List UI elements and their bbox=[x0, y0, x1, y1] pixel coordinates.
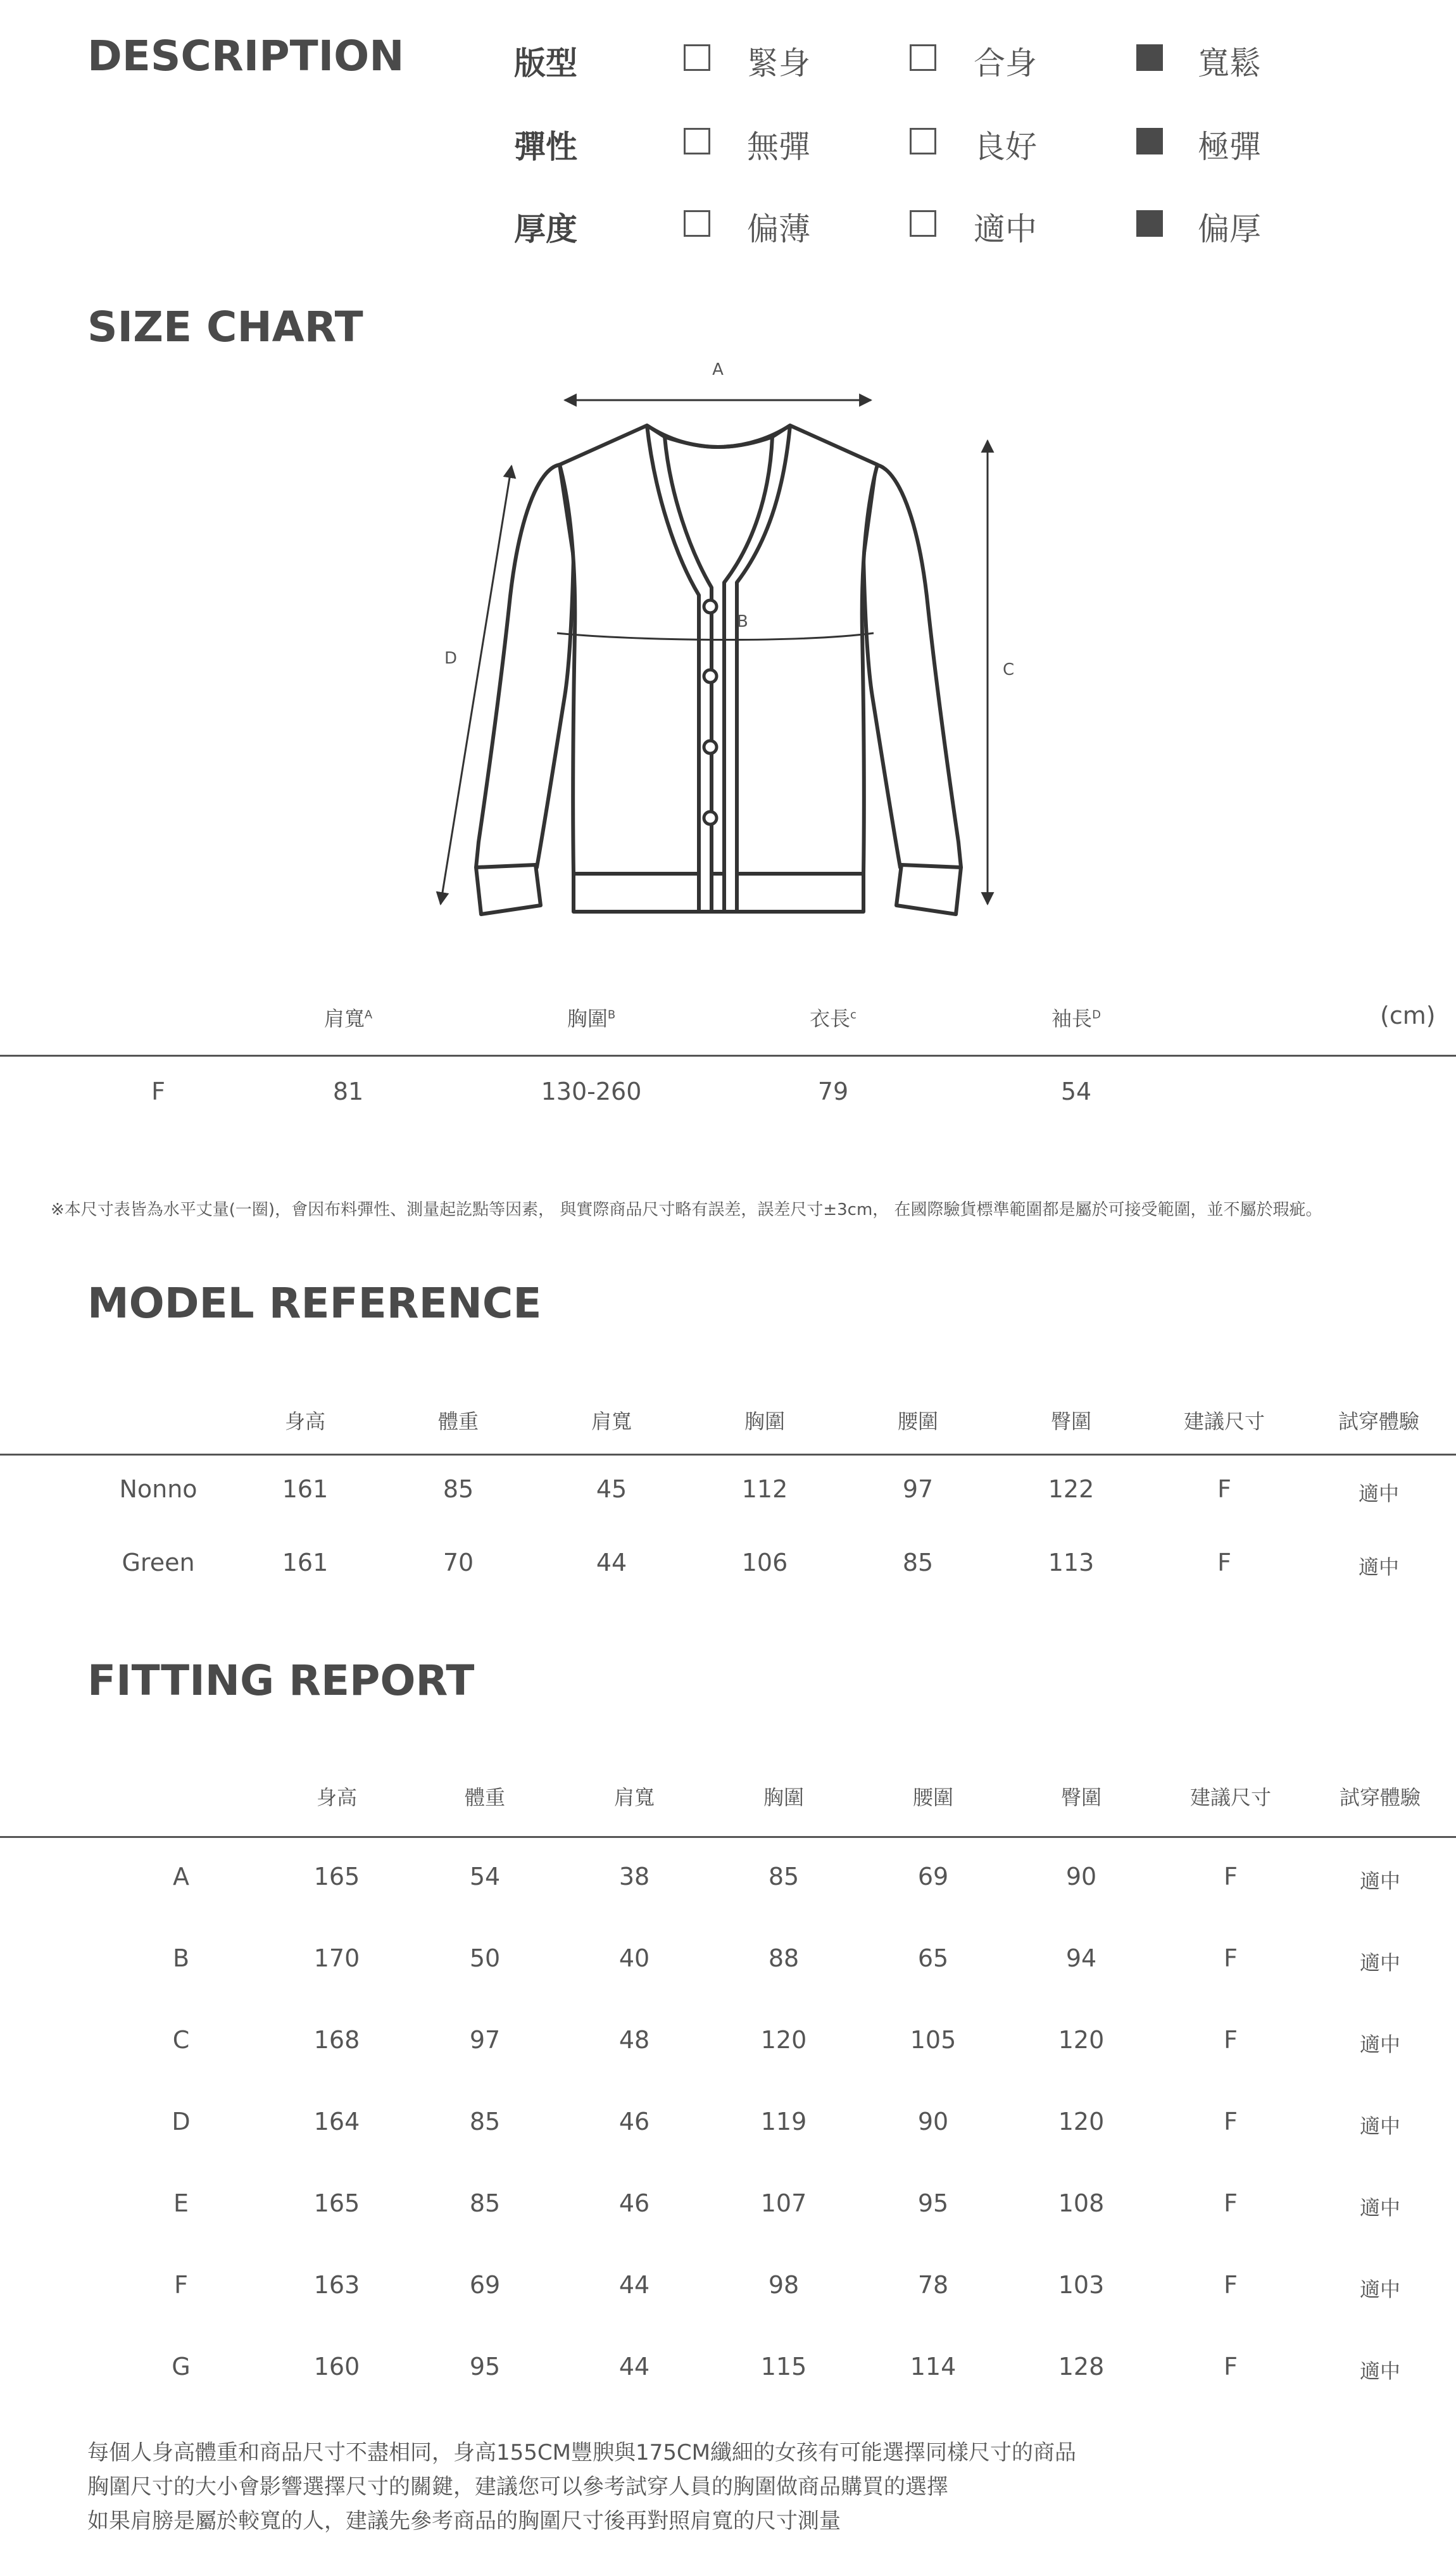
col-header-chest: 胸圍$^B$ bbox=[567, 1007, 616, 1031]
cell: 113 bbox=[1048, 1549, 1095, 1576]
button-1 bbox=[704, 600, 717, 613]
cell: F bbox=[1224, 2353, 1238, 2381]
row-name: E bbox=[173, 2189, 189, 2217]
cell: 適中 bbox=[1359, 2032, 1400, 2056]
col-header-length: 衣長$^c$ bbox=[810, 1007, 857, 1031]
cell: 適中 bbox=[1359, 1951, 1400, 1975]
cell: 164 bbox=[313, 2108, 360, 2136]
button-3 bbox=[704, 741, 717, 753]
cell: 40 bbox=[618, 1944, 650, 1972]
col-header: 肩寬 bbox=[591, 1409, 632, 1433]
footnote-1: 每個人身高體重和商品尺寸不盡相同，身高155CM豐腴與175CM纖細的女孩有可能選擇同樣尺寸的商品 bbox=[87, 2440, 1076, 2465]
option-label: 極彈 bbox=[1198, 129, 1261, 165]
cell: 適中 bbox=[1358, 1555, 1399, 1579]
cell: 70 bbox=[442, 1549, 474, 1576]
cell: F bbox=[1224, 1944, 1238, 1972]
cell: 112 bbox=[741, 1475, 788, 1503]
cell: 115 bbox=[760, 2353, 807, 2381]
row-name: B bbox=[172, 1944, 190, 1972]
cell: 適中 bbox=[1359, 2114, 1400, 2138]
cell: 46 bbox=[618, 2189, 650, 2217]
cardigan-diagram bbox=[411, 342, 1057, 950]
option-label: 偏薄 bbox=[747, 211, 810, 248]
cell: 85 bbox=[768, 1863, 800, 1890]
cell: 97 bbox=[469, 2026, 501, 2054]
checkbox-filled bbox=[1136, 210, 1163, 237]
unit-label: (cm) bbox=[1380, 1002, 1436, 1029]
cardigan-outline bbox=[476, 425, 961, 914]
col-header: 臀圍 bbox=[1050, 1409, 1091, 1433]
size-chart-title: SIZE CHART bbox=[87, 303, 363, 351]
cell: 98 bbox=[768, 2271, 800, 2299]
cell: 106 bbox=[741, 1549, 788, 1576]
cell: 95 bbox=[469, 2353, 501, 2381]
cell: 105 bbox=[910, 2026, 957, 2054]
row-name: F bbox=[174, 2271, 188, 2299]
cell: 95 bbox=[917, 2189, 949, 2217]
attr-label: 版型 bbox=[514, 45, 577, 82]
cell: 44 bbox=[596, 1549, 627, 1576]
description-title: DESCRIPTION bbox=[87, 32, 405, 80]
cell: 54 bbox=[469, 1863, 501, 1890]
option-label: 偏厚 bbox=[1198, 211, 1261, 248]
cell: 65 bbox=[917, 1944, 949, 1972]
col-header: 建議尺寸 bbox=[1189, 1785, 1271, 1809]
value-cell: 54 bbox=[1060, 1078, 1092, 1105]
row-name: D bbox=[172, 2108, 191, 2136]
row-name: Green bbox=[122, 1549, 195, 1576]
attr-label: 厚度 bbox=[514, 211, 577, 248]
label-c: C bbox=[1003, 660, 1015, 679]
checkbox-empty bbox=[910, 44, 936, 71]
col-header-shoulder: 肩寬$^A$ bbox=[323, 1007, 373, 1031]
cell: 適中 bbox=[1359, 2359, 1400, 2383]
col-header: 胸圍 bbox=[763, 1785, 804, 1809]
cell: 適中 bbox=[1359, 1869, 1400, 1893]
col-header-sleeve: 袖長$^D$ bbox=[1051, 1007, 1101, 1031]
row-name: G bbox=[172, 2353, 191, 2381]
cell: 90 bbox=[1065, 1863, 1097, 1890]
cell: 107 bbox=[760, 2189, 807, 2217]
cell: 97 bbox=[902, 1475, 934, 1503]
checkbox-filled bbox=[1136, 44, 1163, 71]
col-header: 胸圍 bbox=[744, 1409, 785, 1433]
table-divider bbox=[0, 1836, 1456, 1838]
col-header: 建議尺寸 bbox=[1183, 1409, 1265, 1433]
col-header: 體重 bbox=[437, 1409, 479, 1433]
cell: 128 bbox=[1058, 2353, 1105, 2381]
table-divider bbox=[0, 1055, 1456, 1057]
cell: 85 bbox=[469, 2108, 501, 2136]
cell: 165 bbox=[313, 2189, 360, 2217]
value-cell: 81 bbox=[332, 1078, 364, 1105]
row-name: A bbox=[173, 1863, 189, 1890]
cell: 69 bbox=[917, 1863, 949, 1890]
label-d: D bbox=[444, 649, 458, 668]
cell: 85 bbox=[469, 2189, 501, 2217]
label-a: A bbox=[712, 360, 724, 379]
cell: 168 bbox=[313, 2026, 360, 2054]
cell: 165 bbox=[313, 1863, 360, 1890]
cell: 120 bbox=[760, 2026, 807, 2054]
cell: 90 bbox=[917, 2108, 949, 2136]
cell: 161 bbox=[282, 1549, 329, 1576]
cell: 69 bbox=[469, 2271, 501, 2299]
checkbox-empty bbox=[910, 210, 936, 237]
option-label: 無彈 bbox=[747, 129, 810, 165]
col-header: 臀圍 bbox=[1060, 1785, 1101, 1809]
col-header: 身高 bbox=[284, 1409, 325, 1433]
footnote-2: 胸圍尺寸的大小會影響選擇尺寸的關鍵，建議您可以參考試穿人員的胸圍做商品購買的選擇 bbox=[87, 2474, 948, 2500]
cell: 44 bbox=[618, 2271, 650, 2299]
label-b: B bbox=[737, 612, 748, 631]
col-header: 腰圍 bbox=[912, 1785, 953, 1809]
row-name: C bbox=[172, 2026, 190, 2054]
cell: 122 bbox=[1048, 1475, 1095, 1503]
cell: 161 bbox=[282, 1475, 329, 1503]
button-2 bbox=[704, 670, 717, 683]
col-header: 試穿體驗 bbox=[1339, 1785, 1421, 1809]
option-label: 寬鬆 bbox=[1198, 45, 1261, 82]
option-label: 緊身 bbox=[747, 45, 810, 82]
col-header: 肩寬 bbox=[613, 1785, 655, 1809]
cell: 38 bbox=[618, 1863, 650, 1890]
option-label: 合身 bbox=[974, 45, 1037, 82]
cell: 94 bbox=[1065, 1944, 1097, 1972]
checkbox-empty bbox=[684, 210, 710, 237]
cell: 170 bbox=[313, 1944, 360, 1972]
size-note: ※本尺寸表皆為水平丈量(一圈)，會因布料彈性、測量起訖點等因素， 與實際商品尺寸略有誤差，誤差尺寸±3cm， 在國際驗貨標準範圍都是屬於可接受範圍，並不屬於瑕疵。 bbox=[51, 1200, 1322, 1219]
cell: F bbox=[1224, 2271, 1238, 2299]
row-name: Nonno bbox=[119, 1475, 198, 1503]
cell: 50 bbox=[469, 1944, 501, 1972]
cell: 120 bbox=[1058, 2026, 1105, 2054]
cell: 160 bbox=[313, 2353, 360, 2381]
value-cell: 79 bbox=[817, 1078, 849, 1105]
cell: 45 bbox=[596, 1475, 627, 1503]
cell: F bbox=[1224, 2108, 1238, 2136]
cell: 78 bbox=[917, 2271, 949, 2299]
col-header: 身高 bbox=[316, 1785, 357, 1809]
cell: F bbox=[1224, 2026, 1238, 2054]
cell: F bbox=[1224, 2189, 1238, 2217]
cell: F bbox=[1217, 1549, 1231, 1576]
value-cell: 130-260 bbox=[541, 1078, 642, 1105]
checkbox-empty bbox=[684, 44, 710, 71]
attr-label: 彈性 bbox=[514, 129, 577, 165]
footnote-3: 如果肩膀是屬於較寬的人，建議先參考商品的胸圍尺寸後再對照肩寬的尺寸測量 bbox=[87, 2508, 841, 2534]
cell: 46 bbox=[618, 2108, 650, 2136]
cell: 103 bbox=[1058, 2271, 1105, 2299]
option-label: 良好 bbox=[974, 129, 1037, 165]
cell: 85 bbox=[902, 1549, 934, 1576]
cell: F bbox=[1224, 1863, 1238, 1890]
option-label: 適中 bbox=[974, 211, 1037, 248]
cell: 適中 bbox=[1358, 1482, 1399, 1506]
cell: 44 bbox=[618, 2353, 650, 2381]
checkbox-empty bbox=[684, 128, 710, 154]
cell: 88 bbox=[768, 1944, 800, 1972]
checkbox-filled bbox=[1136, 128, 1163, 154]
col-header: 體重 bbox=[464, 1785, 505, 1809]
size-cell: F bbox=[151, 1078, 165, 1105]
cell: 適中 bbox=[1359, 2277, 1400, 2301]
cell: 48 bbox=[618, 2026, 650, 2054]
cell: 適中 bbox=[1359, 2196, 1400, 2220]
cell: 163 bbox=[313, 2271, 360, 2299]
button-4 bbox=[704, 812, 717, 824]
table-divider bbox=[0, 1454, 1456, 1456]
model-reference-title: MODEL REFERENCE bbox=[87, 1279, 542, 1328]
col-header: 腰圍 bbox=[897, 1409, 938, 1433]
cell: F bbox=[1217, 1475, 1231, 1503]
cell: 119 bbox=[760, 2108, 807, 2136]
cell: 120 bbox=[1058, 2108, 1105, 2136]
fitting-report-title: FITTING REPORT bbox=[87, 1656, 475, 1705]
cell: 85 bbox=[442, 1475, 474, 1503]
cell: 114 bbox=[910, 2353, 957, 2381]
checkbox-empty bbox=[910, 128, 936, 154]
cell: 108 bbox=[1058, 2189, 1105, 2217]
col-header: 試穿體驗 bbox=[1338, 1409, 1419, 1433]
